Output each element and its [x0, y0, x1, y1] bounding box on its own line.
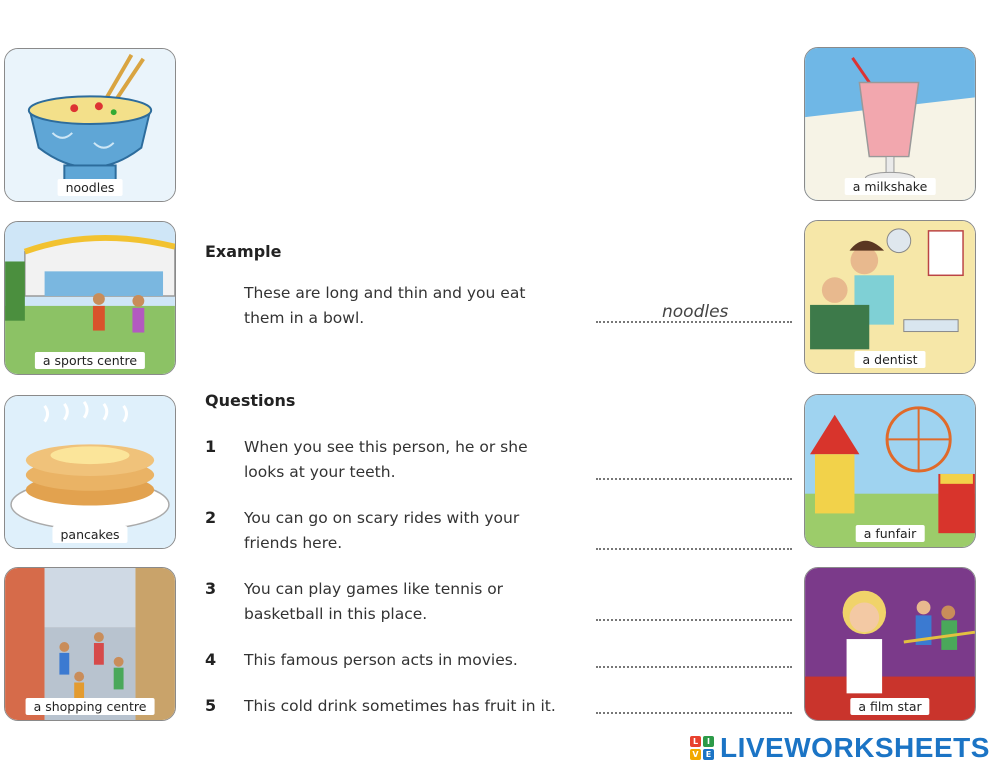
question-number: 4 — [205, 650, 217, 669]
answer-field-2[interactable] — [596, 548, 792, 550]
question-number: 2 — [205, 508, 217, 527]
card-dentist — [804, 220, 976, 374]
example-answer: noodles — [662, 302, 729, 322]
card-shopping-centre — [4, 567, 176, 721]
example-line: them in a bowl. — [244, 309, 365, 327]
card-funfair — [804, 394, 976, 548]
card-milkshake — [804, 47, 976, 201]
answer-field-5[interactable] — [596, 712, 792, 714]
answer-field-1[interactable] — [596, 478, 792, 480]
answer-field-3[interactable] — [596, 619, 792, 621]
example-text — [244, 281, 564, 331]
question-number: 1 — [205, 437, 217, 456]
question-text: This cold drink sometimes has fruit in it. — [244, 697, 556, 715]
card-film-star — [804, 567, 976, 721]
example-heading: Example — [205, 242, 282, 261]
card-label: pancakes — [52, 526, 127, 543]
question-number: 3 — [205, 579, 217, 598]
card-pancakes — [4, 395, 176, 549]
card-label: a sports centre — [35, 352, 145, 369]
liveworksheets-logo — [690, 732, 990, 764]
question-line: You can go on scary rides with your — [244, 509, 520, 527]
questions-heading: Questions — [205, 391, 296, 410]
card-label: a dentist — [855, 351, 926, 368]
question-text — [244, 435, 564, 485]
question-line: basketball in this place. — [244, 605, 428, 623]
question-line: When you see this person, he or she — [244, 438, 528, 456]
card-label: a shopping centre — [26, 698, 155, 715]
card-label: a milkshake — [845, 178, 936, 195]
card-label: a funfair — [856, 525, 925, 542]
card-label: a film star — [850, 698, 929, 715]
question-line: You can play games like tennis or — [244, 580, 504, 598]
card-label: noodles — [58, 179, 123, 196]
question-line: friends here. — [244, 534, 343, 552]
question-text — [244, 577, 564, 627]
card-sports-centre — [4, 221, 176, 375]
card-noodles — [4, 48, 176, 202]
question-text: This famous person acts in movies. — [244, 651, 518, 669]
example-line: These are long and thin and you eat — [244, 284, 526, 302]
question-line: looks at your teeth. — [244, 463, 396, 481]
question-text — [244, 506, 564, 556]
question-number: 5 — [205, 696, 217, 715]
answer-field-4[interactable] — [596, 666, 792, 668]
logo-text: LIVEWORKSHEETS — [720, 732, 990, 763]
logo-grid-icon: L I V E — [690, 736, 714, 760]
